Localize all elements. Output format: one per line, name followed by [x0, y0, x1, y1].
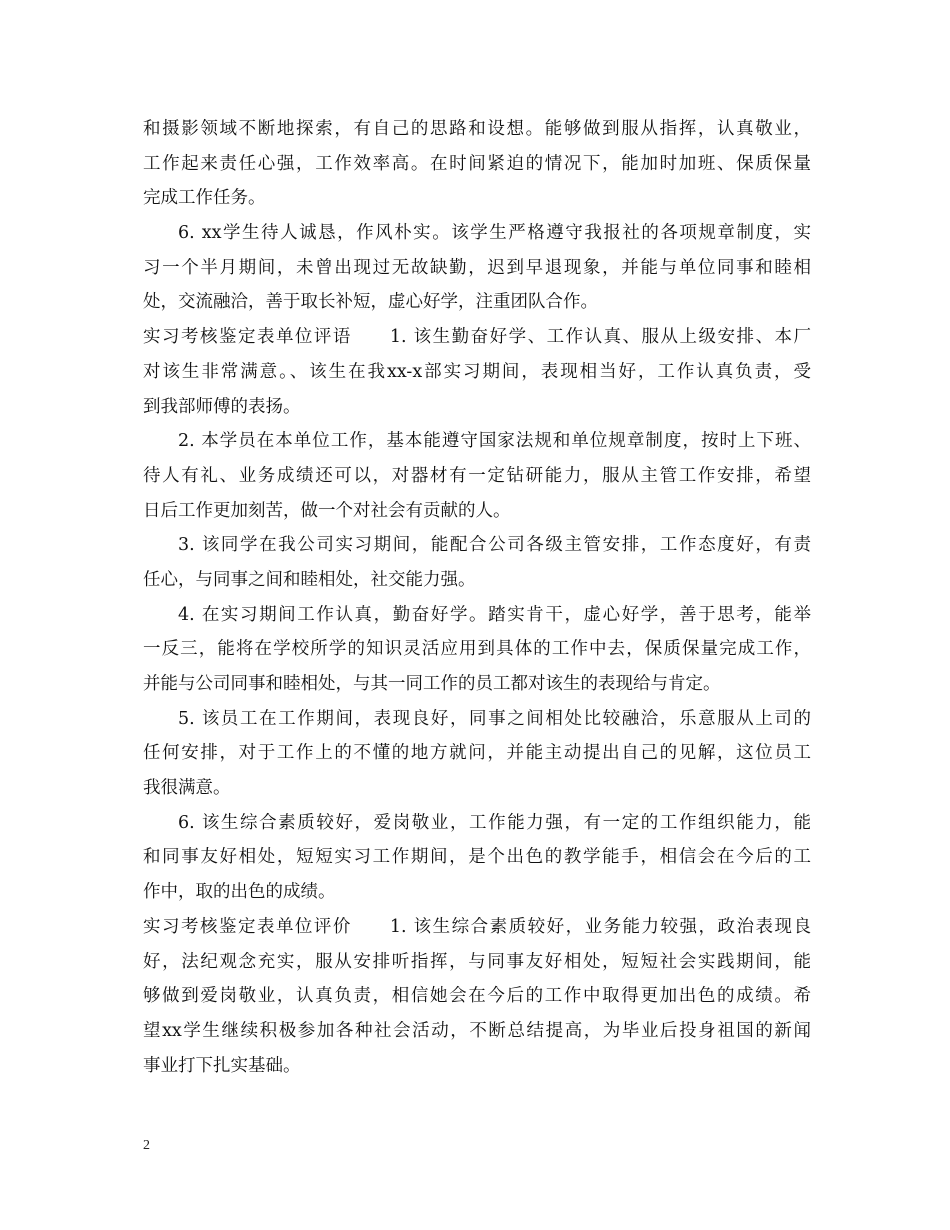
text-line: 我很满意。 — [143, 778, 231, 799]
text-line: 6. 该生综合素质较好，爱岗敬业，工作能力强，有一定的工作组织能力，能 — [178, 812, 811, 833]
text-line: 到我部师傅的表扬。 — [143, 396, 301, 417]
text-line: 5. 该员工在工作期间，表现良好，同事之间相处比较融洽，乐意服从上司的 — [178, 708, 811, 729]
text-line: 实习考核鉴定表单位评价 1. 该生综合素质较好，业务能力较强，政治表现良 — [143, 916, 811, 937]
text-line: 3. 该同学在我公司实习期间，能配合公司各级主管安排，工作态度好，有责 — [178, 535, 811, 556]
text-line: 和摄影领域不断地探索，有自己的思路和设想。能够做到服从指挥，认真敬业， — [143, 119, 811, 139]
text-line: 作中，取的出色的成绩。 — [143, 882, 336, 903]
text-line: 一反三，能将在学校所学的知识灵活应用到具体的工作中去，保质保量完成工作， — [143, 639, 811, 660]
document-body — [143, 112, 811, 1083]
text-line: 好，法纪观念充实，服从安排听指挥，与同事友好相处，短短社会实践期间，能 — [143, 951, 811, 972]
text-line: 事业打下扎实基础。 — [143, 1055, 301, 1076]
text-line: 实习考核鉴定表单位评语 1. 该生勤奋好学、工作认真、服从上级安排、本厂 — [143, 327, 811, 348]
text-line: 4. 在实习期间工作认真，勤奋好学。踏实肯干，虚心好学，善于思考，能举 — [178, 604, 811, 625]
text-line: 并能与公司同事和睦相处，与其一同工作的员工都对该生的表现给与肯定。 — [143, 674, 721, 694]
text-line: 和同事友好相处，短短实习工作期间，是个出色的教学能手，相信会在今后的工 — [143, 847, 811, 868]
text-line: 够做到爱岗敬业，认真负责，相信她会在今后的工作中取得更加出色的成绩。希 — [143, 986, 811, 1007]
text-line: 对该生非常满意。、该生在我xx-x部实习期间，表现相当好，工作认真负责，受 — [143, 361, 811, 382]
text-line: 日后工作更加刻苦，做一个对社会有贡献的人。 — [143, 500, 511, 521]
text-line: 习一个半月期间，未曾出现过无故缺勤，迟到早退现象，并能与单位同事和睦相 — [143, 257, 811, 278]
text-line: 2. 本学员在本单位工作，基本能遵守国家法规和单位规章制度，按时上下班、 — [178, 431, 811, 452]
page-number: 2 — [143, 1138, 150, 1153]
text-line: 工作起来责任心强，工作效率高。在时间紧迫的情况下，能加时加班、保质保量 — [143, 153, 811, 174]
text-line: 处，交流融洽，善于取长补短，虚心好学，注重团队合作。 — [143, 292, 598, 313]
text-line: 望xx学生继续积极参加各种社会活动，不断总结提高，为毕业后投身祖国的新闻 — [143, 1020, 811, 1041]
text-line: 任何安排，对于工作上的不懂的地方就问，并能主动提出自己的见解，这位员工 — [143, 743, 811, 764]
text-line: 完成工作任务。 — [143, 188, 266, 209]
text-line: 任心，与同事之间和睦相处，社交能力强。 — [143, 569, 476, 590]
text-line: 6. xx学生待人诚恳，作风朴实。该学生严格遵守我报社的各项规章制度，实 — [178, 223, 811, 244]
text-line: 待人有礼、业务成绩还可以，对器材有一定钻研能力，服从主管工作安排，希望 — [143, 465, 811, 486]
